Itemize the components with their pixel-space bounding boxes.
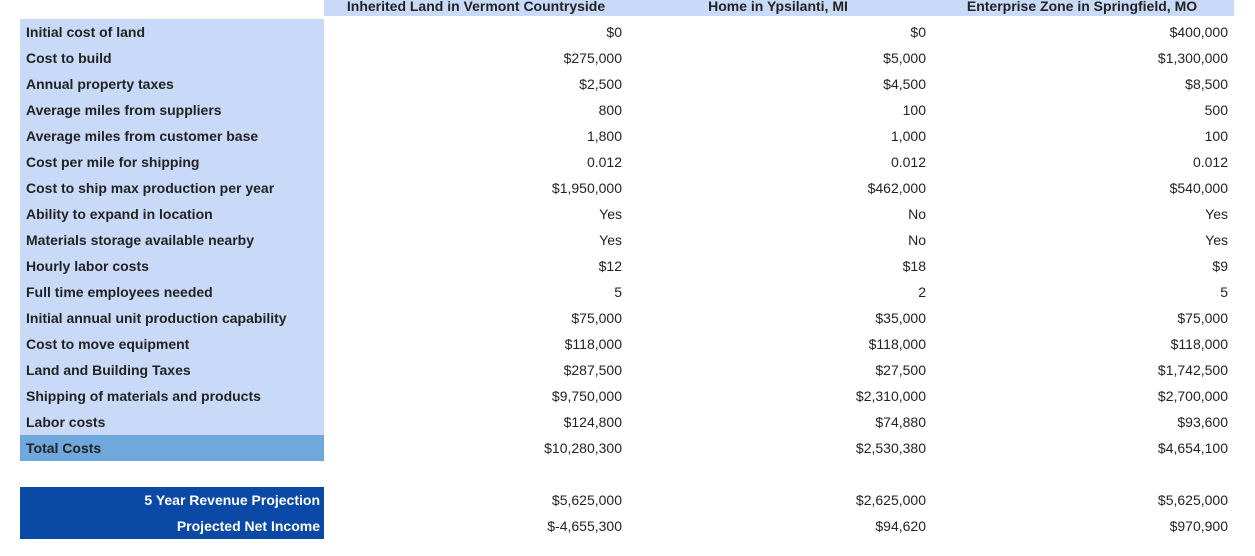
row-label[interactable]: Initial cost of land	[20, 19, 324, 45]
cell-vermont[interactable]: Yes	[599, 206, 622, 222]
cell-ypsilanti[interactable]: 2	[918, 284, 926, 300]
row-label[interactable]: Shipping of materials and products	[20, 383, 324, 409]
cell-springfield[interactable]: $118,000	[1170, 336, 1228, 352]
row-label[interactable]: Average miles from customer base	[20, 123, 324, 149]
row-label[interactable]: Cost to move equipment	[20, 331, 324, 357]
cell-vermont[interactable]: Yes	[599, 232, 622, 248]
table-row	[20, 253, 1235, 279]
row-label[interactable]: Land and Building Taxes	[20, 357, 324, 383]
cell-vermont[interactable]: $9,750,000	[551, 388, 622, 404]
cell-ypsilanti[interactable]: No	[908, 232, 926, 248]
cell-springfield[interactable]: 500	[1204, 102, 1228, 118]
cell-springfield[interactable]: $400,000	[1169, 24, 1228, 40]
table-row	[20, 279, 1235, 305]
cell-springfield[interactable]: $1,742,500	[1157, 362, 1228, 378]
net-income-label[interactable]: Projected Net Income	[20, 513, 324, 539]
cell-springfield[interactable]: $75,000	[1177, 310, 1228, 326]
cell-ypsilanti[interactable]: $4,500	[883, 76, 926, 92]
table-row	[20, 383, 1235, 409]
cell-vermont[interactable]: $75,000	[571, 310, 622, 326]
cell-vermont[interactable]: $1,950,000	[551, 180, 622, 196]
net-income-springfield[interactable]: $970,900	[1169, 518, 1228, 534]
cell-ypsilanti[interactable]: No	[908, 206, 926, 222]
table-row	[20, 97, 1235, 123]
row-label[interactable]: Materials storage available nearby	[20, 227, 324, 253]
table-row	[20, 19, 1235, 45]
total-vermont[interactable]: $10,280,300	[544, 440, 622, 456]
net-income-row	[20, 513, 1235, 539]
cell-springfield[interactable]: $93,600	[1177, 414, 1228, 430]
table-row	[20, 71, 1235, 97]
cell-springfield[interactable]: $1,300,000	[1157, 50, 1228, 66]
cell-ypsilanti[interactable]: 0.012	[890, 154, 926, 170]
row-label[interactable]: Labor costs	[20, 409, 324, 435]
table-row	[20, 227, 1235, 253]
total-ypsilanti[interactable]: $2,530,380	[855, 440, 926, 456]
cell-ypsilanti[interactable]: $35,000	[875, 310, 926, 326]
cell-vermont[interactable]: 0.012	[586, 154, 622, 170]
table-row	[20, 409, 1235, 435]
cell-ypsilanti[interactable]: $5,000	[883, 50, 926, 66]
column-header-ypsilanti: Home in Ypsilanti, MI	[626, 0, 930, 16]
cell-vermont[interactable]: $0	[606, 24, 622, 40]
cell-vermont[interactable]: 1,800	[586, 128, 622, 144]
cell-vermont[interactable]: $118,000	[564, 336, 622, 352]
net-income-vermont[interactable]: $-4,655,300	[547, 518, 622, 534]
total-springfield[interactable]: $4,654,100	[1157, 440, 1228, 456]
cell-ypsilanti[interactable]: $74,880	[875, 414, 926, 430]
cell-springfield[interactable]: 5	[1220, 284, 1228, 300]
row-label[interactable]: Average miles from suppliers	[20, 97, 324, 123]
cell-vermont[interactable]: 800	[598, 102, 622, 118]
table-row	[20, 331, 1235, 357]
revenue-vermont[interactable]: $5,625,000	[551, 492, 622, 508]
row-label[interactable]: Ability to expand in location	[20, 201, 324, 227]
cell-ypsilanti[interactable]: $27,500	[875, 362, 926, 378]
cell-ypsilanti[interactable]: $462,000	[867, 180, 926, 196]
cell-ypsilanti[interactable]: 1,000	[890, 128, 926, 144]
revenue-springfield[interactable]: $5,625,000	[1157, 492, 1228, 508]
cell-ypsilanti[interactable]: 100	[902, 102, 926, 118]
row-label[interactable]: Annual property taxes	[20, 71, 324, 97]
row-label[interactable]: Full time employees needed	[20, 279, 324, 305]
row-label[interactable]: Cost to ship max production per year	[20, 175, 324, 201]
cell-ypsilanti[interactable]: $18	[902, 258, 926, 274]
total-costs-label[interactable]: Total Costs	[20, 435, 324, 461]
cell-ypsilanti[interactable]: $118,000	[868, 336, 926, 352]
cell-vermont[interactable]: $275,000	[563, 50, 622, 66]
row-label[interactable]: Cost per mile for shipping	[20, 149, 324, 175]
table-row	[20, 305, 1235, 331]
net-income-ypsilanti[interactable]: $94,620	[875, 518, 926, 534]
cell-springfield[interactable]: $9	[1212, 258, 1228, 274]
row-label[interactable]: Cost to build	[20, 45, 324, 71]
table-row	[20, 45, 1235, 71]
table-row	[20, 201, 1235, 227]
cell-springfield[interactable]: $2,700,000	[1157, 388, 1228, 404]
cell-springfield[interactable]: $8,500	[1185, 76, 1228, 92]
cell-vermont[interactable]: $287,500	[563, 362, 622, 378]
cell-springfield[interactable]: Yes	[1205, 206, 1228, 222]
total-costs-row	[20, 435, 1235, 461]
table-row	[20, 123, 1235, 149]
cell-springfield[interactable]: 100	[1204, 128, 1228, 144]
cell-springfield[interactable]: 0.012	[1192, 154, 1228, 170]
column-header-springfield: Enterprise Zone in Springfield, MO	[930, 0, 1234, 16]
table-row	[20, 357, 1235, 383]
cell-springfield[interactable]: Yes	[1205, 232, 1228, 248]
revenue-projection-label[interactable]: 5 Year Revenue Projection	[20, 487, 324, 513]
revenue-projection-row	[20, 487, 1235, 513]
cell-vermont[interactable]: 5	[614, 284, 622, 300]
revenue-ypsilanti[interactable]: $2,625,000	[855, 492, 926, 508]
table-row	[20, 175, 1235, 201]
row-label[interactable]: Hourly labor costs	[20, 253, 324, 279]
table-row	[20, 149, 1235, 175]
cell-vermont[interactable]: $124,800	[563, 414, 622, 430]
cell-ypsilanti[interactable]: $2,310,000	[855, 388, 926, 404]
cell-vermont[interactable]: $12	[598, 258, 622, 274]
column-header-vermont: Inherited Land in Vermont Countryside	[324, 0, 628, 16]
cell-vermont[interactable]: $2,500	[579, 76, 622, 92]
row-label[interactable]: Initial annual unit production capability	[20, 305, 324, 331]
cell-springfield[interactable]: $540,000	[1169, 180, 1228, 196]
cell-ypsilanti[interactable]: $0	[910, 24, 926, 40]
